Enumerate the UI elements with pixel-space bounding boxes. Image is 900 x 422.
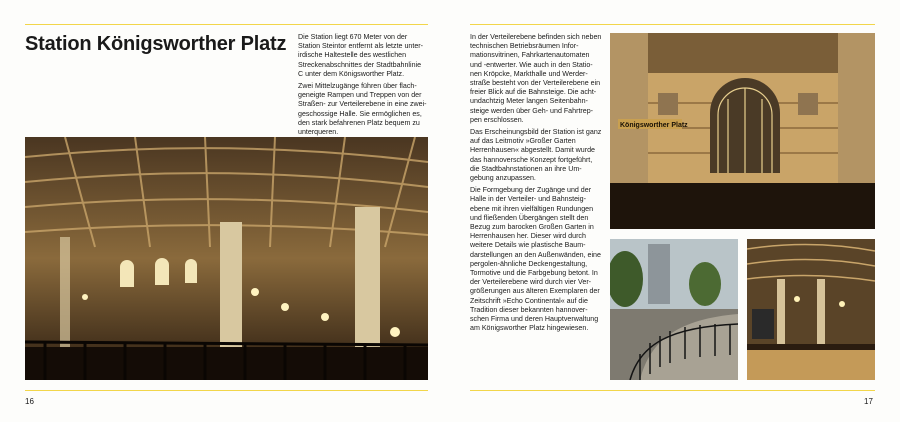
bottom-rule-left: [25, 390, 428, 391]
body-paragraph: Die Formgebung der Zugänge und der Halle in der Verteiler- und Bahnsteig-ebene mit ihren vielfältigen Rundungen und fließenden Übergängen stellt den Bezug zum barocken Großen Garten in Herrenhausen her. Dieser wird durch weitere Details wie plastische Baum-darstellungen an den Außenwänden, eine pergolen-ähnliche Deckengestaltung, Tormotive und die Farbgebung betont. In der Verteilerebene wird durch vier Ver-größerungen aus älteren Exemplaren der Zeitschrift »Echo Continental« auf die Tradition dieser bekannten hannover-schen Firma und deren Hauptverwaltung am Königsworther Platz hingewiesen.: [470, 186, 601, 333]
photo-platform: [747, 239, 875, 380]
body-paragraph: In der Verteilerebene befinden sich neben technischen Betriebsräumen Infor-mationsvitrinen, Fahrkartenautomaten und -entwerter. Wie auch in den Statio-nen Kröpcke, Markthalle und Werder-straße besteht von der Verteilerebene ein freier Blick auf die Bahnsteige. Die acht-undachtzig Meter langen Seitenbahn-steige werden über Geh- und Fahrtrep-pen erschlossen.: [470, 33, 602, 124]
body-paragraph: Das Erscheinungsbild der Station ist ganz auf das Leitmotiv »Großer Garten Herrenhausen« abgestellt. Damit wurde das hannoversche Konzept fortgeführt, die Stadtbahnstationen an ihre Um-gebung anzupassen.: [470, 128, 602, 183]
platform-illustration: [747, 239, 875, 380]
intro-paragraph: Zwei Mittelzugänge führen über flach-geneigte Rampen und Treppen von der Straßen- zur Verteilerebene in eine zwei-geschossige Halle. Sie ermöglichen es, den stark befahrenen Platz bequem zu unterqueren.: [298, 82, 427, 137]
hall-illustration: [25, 137, 428, 380]
page-title: Station Königsworther Platz: [25, 33, 287, 55]
distribution-level-illustration: [610, 33, 875, 229]
photo-station-hall: [25, 137, 428, 380]
intro-paragraph: Die Station liegt 670 Meter von der Station Steintor entfernt als letzte unter-irdische Haltestelle des westlichen Streckenabschnittes der Stadtbahnlinie C unter dem Königsworther Platz.: [298, 33, 423, 78]
photo-street-entrance: [610, 239, 738, 380]
photo-distribution-level: [610, 33, 875, 229]
intro-text-column: [298, 33, 428, 140]
page-number-left: 16: [25, 397, 34, 406]
top-rule-right: [470, 24, 875, 25]
body-text-column: [470, 33, 602, 337]
street-entrance-illustration: [610, 239, 738, 380]
top-rule-left: [25, 24, 428, 25]
page-number-right: 17: [864, 397, 873, 406]
bottom-rule-right: [470, 390, 875, 391]
station-sign: Königsworther Platz: [620, 122, 688, 129]
